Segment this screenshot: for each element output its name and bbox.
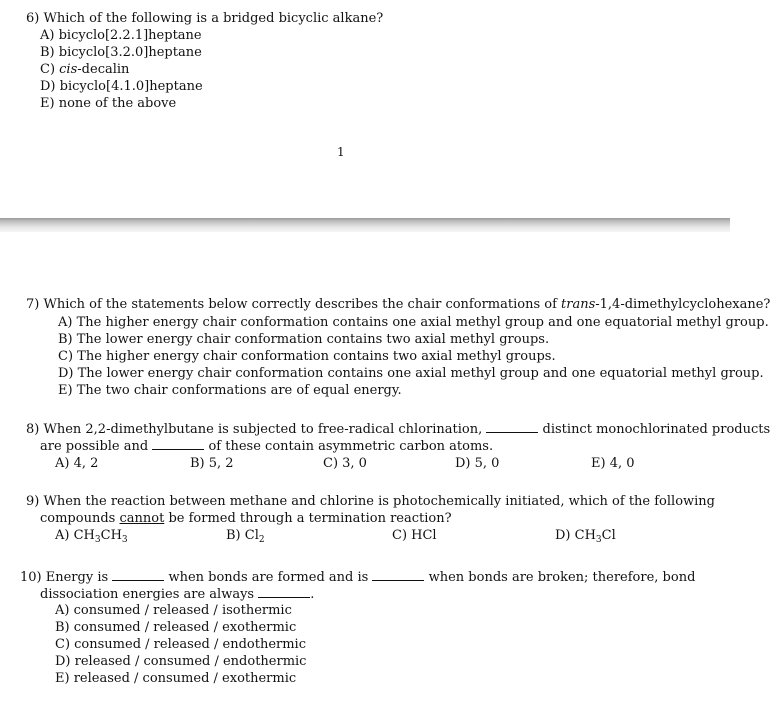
- q9-option-a-sub2: 3: [121, 535, 128, 545]
- q10-option-a: A) consumed / released / isothermic: [55, 603, 292, 618]
- q9-option-a-sub1: 3: [94, 535, 101, 545]
- q6-option-b: B) bicyclo[3.2.0]heptane: [40, 45, 202, 60]
- q6-option-c: [40, 61, 129, 78]
- question-10-line-1: [20, 568, 695, 586]
- q7-option-e: E) The two chair conformations are of equal energy.: [58, 383, 402, 398]
- q7-stem-post: -1,4-dimethylcyclohexane?: [595, 297, 770, 312]
- q10-blank-3: [258, 585, 310, 598]
- q7-option-b: B) The lower energy chair conformation contains two axial methyl groups.: [58, 332, 550, 347]
- question-10-line-2: [40, 585, 314, 603]
- q7-stem-italic: trans: [561, 297, 596, 312]
- q8-line2-a: are possible and: [40, 439, 149, 454]
- q10-option-c: C) consumed / released / endothermic: [55, 637, 306, 652]
- q6-option-c-letter: C): [40, 62, 60, 77]
- q9-option-a-mid: CH: [100, 528, 122, 543]
- q8-line1-a: 8) When 2,2-dimethylbutane is subjected to free-radical chlorination,: [26, 422, 483, 437]
- q10-line2-a: dissociation energies are always: [40, 587, 255, 602]
- q7-option-a: A) The higher energy chair conformation contains one axial methyl group and one equatorial methyl group.: [58, 315, 769, 330]
- q6-option-c-rest: -decalin: [77, 62, 130, 77]
- q9-option-a: [55, 527, 128, 549]
- q7-option-d: D) The lower energy chair conformation contains one axial methyl group and one equatorial methyl group.: [58, 366, 764, 381]
- q10-line1-c: when bonds are broken; therefore, bond: [428, 570, 696, 585]
- q9-option-b-pre: B) Cl: [226, 528, 259, 543]
- q8-blank-2: [152, 437, 204, 450]
- question-6-stem: 6) Which of the following is a bridged bicyclic alkane?: [26, 11, 384, 26]
- q6-option-c-italic: cis: [59, 62, 78, 77]
- question-9-line-1: 9) When the reaction between methane and chlorine is photochemically initiated, which of the following: [26, 494, 715, 509]
- question-7-stem: [26, 296, 770, 313]
- q9-underlined-word: cannot: [119, 511, 165, 526]
- page-divider: [0, 218, 730, 232]
- q9-line2-a: compounds: [40, 511, 116, 526]
- q8-line2-b: of these contain asymmetric carbon atoms.: [208, 439, 494, 454]
- q9-option-d-pre: D) CH: [555, 528, 596, 543]
- q9-option-a-pre: A) CH: [55, 528, 95, 543]
- q9-option-d-sub: 3: [595, 535, 602, 545]
- q8-option-d: D) 5, 0: [455, 456, 500, 471]
- q9-option-c: C) HCl: [392, 528, 437, 543]
- page-number: 1: [337, 145, 345, 159]
- q8-option-b: B) 5, 2: [190, 456, 234, 471]
- q10-line1-b: when bonds are formed and is: [168, 570, 369, 585]
- q10-option-d: D) released / consumed / endothermic: [55, 654, 307, 669]
- q6-option-a: A) bicyclo[2.2.1]heptane: [40, 28, 202, 43]
- q8-option-a: A) 4, 2: [55, 456, 99, 471]
- q9-line2-b: be formed through a termination reaction?: [168, 511, 452, 526]
- q7-stem-pre: 7) Which of the statements below correctly describes the chair conformations of: [26, 297, 562, 312]
- question-8-line-2: [40, 437, 493, 455]
- q9-option-b-sub: 2: [258, 535, 265, 545]
- q9-option-b: [226, 527, 265, 549]
- q9-option-d: [555, 527, 616, 549]
- q8-line1-b: distinct monochlorinated products: [542, 422, 770, 437]
- q8-blank-1: [486, 420, 538, 433]
- q10-blank-1: [112, 568, 164, 581]
- q10-blank-2: [372, 568, 424, 581]
- q6-option-d: D) bicyclo[4.1.0]heptane: [40, 79, 203, 94]
- q6-option-e: E) none of the above: [40, 96, 177, 111]
- q10-line2-end: .: [310, 587, 315, 602]
- q8-option-c: C) 3, 0: [323, 456, 367, 471]
- q7-option-c: C) The higher energy chair conformation contains two axial methyl groups.: [58, 349, 556, 364]
- q8-option-e: E) 4, 0: [591, 456, 635, 471]
- q10-line1-a: 10) Energy is: [20, 570, 109, 585]
- question-8-line-1: [26, 420, 770, 438]
- q10-option-b: B) consumed / released / exothermic: [55, 620, 297, 635]
- q9-option-d-post: Cl: [601, 528, 616, 543]
- question-9-line-2: [40, 510, 452, 527]
- q10-option-e: E) released / consumed / exothermic: [55, 671, 297, 686]
